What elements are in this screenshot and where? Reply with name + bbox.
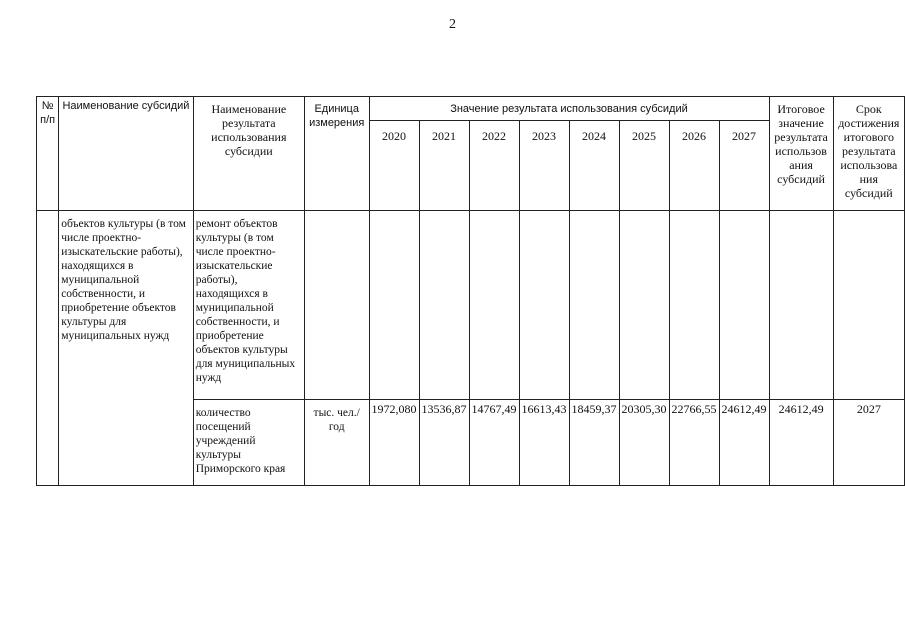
row2-deadline: 2027 [833,400,904,486]
table-cell [669,211,719,400]
row-num [37,211,59,486]
row2-unit: тыс. чел./год [304,400,369,486]
table-cell [769,211,833,400]
table-cell [619,211,669,400]
year-2025: 2025 [619,121,669,211]
year-2022: 2022 [469,121,519,211]
value-2022: 14767,49 [469,400,519,486]
header-total: Итоговое значение результата использов ания субсидий [769,97,833,211]
year-2027: 2027 [719,121,769,211]
header-values-group: Значение результата использования субсидий [369,97,769,121]
table-row [37,211,905,400]
year-2026: 2026 [669,121,719,211]
row-result-name: ремонт объектов культуры (в том числе проектно-изыскательские работы), находящихся в муниципальной собственности, и приобретение объектов культуры для муниципальных нужд [193,211,304,400]
table-cell [569,211,619,400]
value-2025: 20305,30 [619,400,669,486]
table-cell [369,211,419,400]
year-2023: 2023 [519,121,569,211]
year-2024: 2024 [569,121,619,211]
header-deadline: Срок достижения итогового результата использова ния субсидий [833,97,904,211]
table-cell [719,211,769,400]
year-2021: 2021 [419,121,469,211]
table-cell [833,211,904,400]
row2-result-name: количество посещений учреждений культуры Приморского края [193,400,304,486]
year-2020: 2020 [369,121,419,211]
value-2020: 1972,080 [369,400,419,486]
subsidy-table [36,96,905,486]
value-2024: 18459,37 [569,400,619,486]
row2-total: 24612,49 [769,400,833,486]
value-2027: 24612,49 [719,400,769,486]
header-result-name: Наименование результата использования субсидии [193,97,304,211]
value-2023: 16613,43 [519,400,569,486]
value-2021: 13536,87 [419,400,469,486]
row-subsidy-name: объектов культуры (в том числе проектно-изыскательские работы), находящихся в муниципальной собственности, и приобретение объектов культуры для муниципальных нужд [59,211,194,486]
header-unit: Единица измерения [304,97,369,211]
page-number: 2 [449,17,456,32]
header-row-1 [37,97,905,121]
header-num: № п/п [37,97,59,211]
table-cell [519,211,569,400]
table-cell [304,211,369,400]
table-cell [419,211,469,400]
header-subsidy-name: Наименование субсидий [59,97,194,211]
table-cell [469,211,519,400]
value-2026: 22766,55 [669,400,719,486]
